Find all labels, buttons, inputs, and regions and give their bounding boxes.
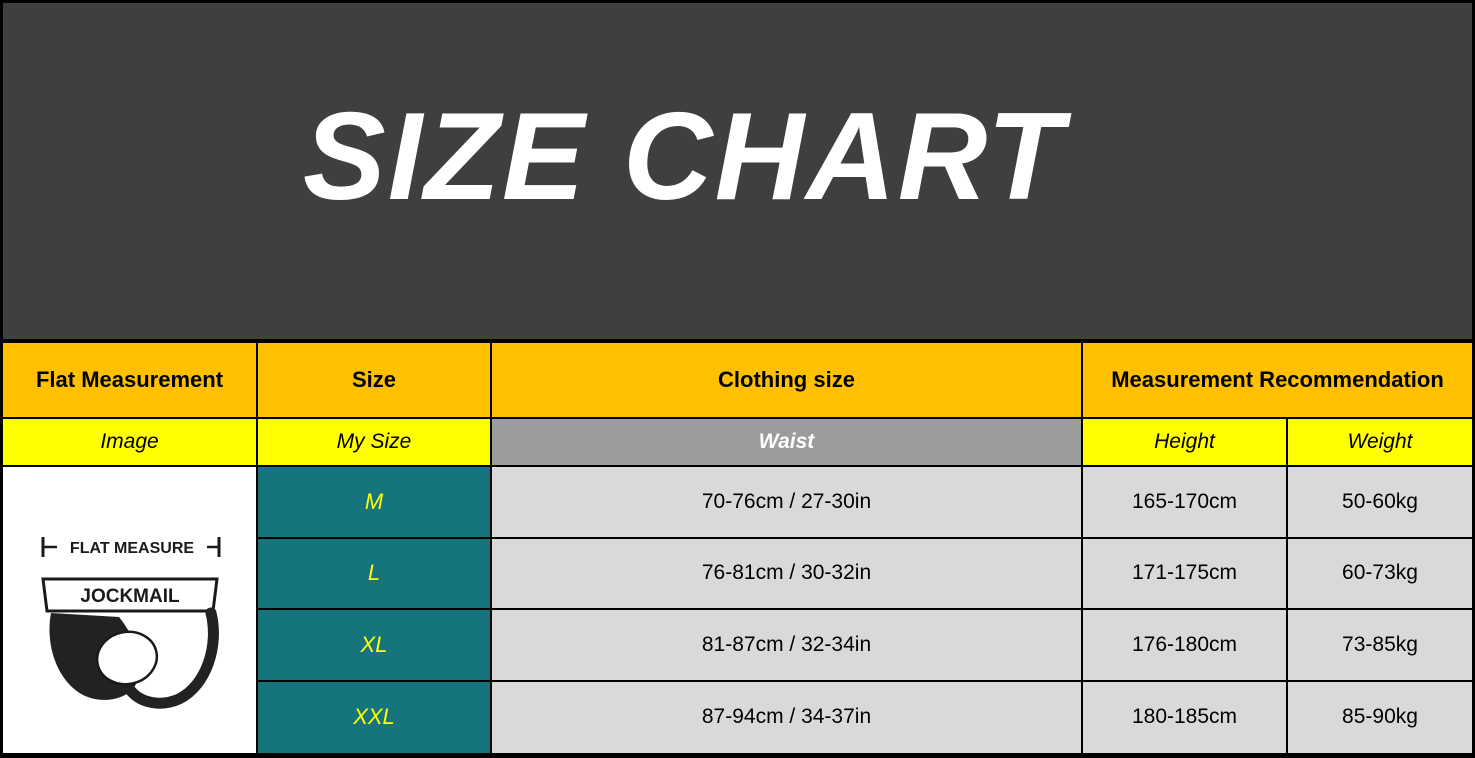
- header-flat-measurement: Flat Measurement: [3, 343, 258, 419]
- cell-height: 165-170cm: [1083, 467, 1288, 539]
- table-row: [258, 610, 1472, 682]
- header-size: Size: [258, 343, 492, 419]
- product-image-cell: [3, 467, 258, 755]
- brand-label: JOCKMAIL: [79, 586, 180, 607]
- header-measurement-recommendation: Measurement Recommendation: [1083, 343, 1472, 419]
- cell-weight: 85-90kg: [1288, 682, 1472, 755]
- flat-measure-label: FLAT MEASURE: [69, 540, 194, 557]
- header-waist: Waist: [492, 419, 1083, 467]
- page-title: SIZE CHART: [303, 88, 1065, 226]
- header-weight: Weight: [1288, 419, 1472, 467]
- product-illustration-icon: [15, 495, 245, 725]
- header-my-size: My Size: [258, 419, 492, 467]
- table-body: [3, 467, 1472, 755]
- data-rows: [258, 467, 1472, 755]
- cell-size: M: [258, 467, 492, 539]
- header-image: Image: [3, 419, 258, 467]
- cell-weight: 50-60kg: [1288, 467, 1472, 539]
- table-header-row-1: [3, 343, 1472, 419]
- cell-weight: 60-73kg: [1288, 539, 1472, 611]
- table-row: [258, 682, 1472, 755]
- cell-height: 176-180cm: [1083, 610, 1288, 682]
- cell-weight: 73-85kg: [1288, 610, 1472, 682]
- header-clothing-size: Clothing size: [492, 343, 1083, 419]
- cell-size: L: [258, 539, 492, 611]
- cell-waist: 87-94cm / 34-37in: [492, 682, 1083, 755]
- cell-height: 171-175cm: [1083, 539, 1288, 611]
- size-table: [3, 341, 1472, 755]
- cell-size: XXL: [258, 682, 492, 755]
- header-height: Height: [1083, 419, 1288, 467]
- table-header-row-2: [3, 419, 1472, 467]
- table-row: [258, 539, 1472, 611]
- cell-height: 180-185cm: [1083, 682, 1288, 755]
- cell-waist: 70-76cm / 27-30in: [492, 467, 1083, 539]
- table-row: [258, 467, 1472, 539]
- chart-banner: [3, 3, 1472, 341]
- cell-waist: 81-87cm / 32-34in: [492, 610, 1083, 682]
- cell-size: XL: [258, 610, 492, 682]
- cell-waist: 76-81cm / 30-32in: [492, 539, 1083, 611]
